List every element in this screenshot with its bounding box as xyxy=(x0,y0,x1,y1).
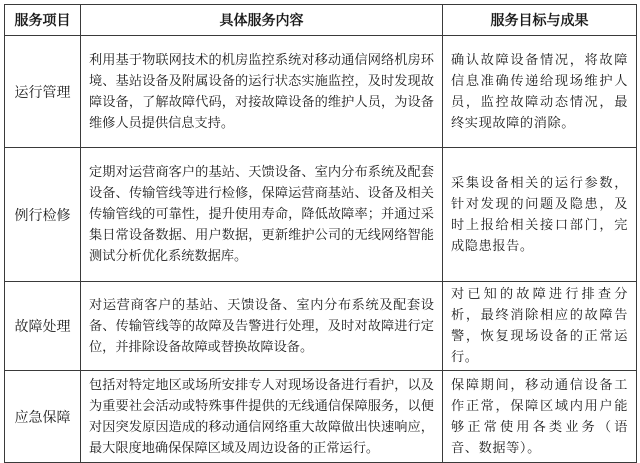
table-header-row xyxy=(5,5,637,36)
row-service-content: 对运营商客户的基站、天馈设备、室内分布系统及配套设备、传输管线等的故障及告警进行处理，及时对故障进行定位，并排除设备故障或替换故障设备。 xyxy=(81,282,443,371)
table-row xyxy=(5,36,637,148)
header-service-goal: 服务目标与成果 xyxy=(443,5,637,36)
row-service-item: 应急保障 xyxy=(5,371,81,463)
table-row xyxy=(5,371,637,463)
table-row xyxy=(5,282,637,371)
row-service-item: 例行检修 xyxy=(5,148,81,282)
service-table xyxy=(4,4,637,463)
row-service-goal: 对已知的故障进行排查分析，最终消除相应的故障告警，恢复现场设备的正常运行。 xyxy=(443,282,637,371)
row-service-goal: 采集设备相关的运行参数，针对发现的问题及隐患，及时上报给相关接口部门，完成隐患报告。 xyxy=(443,148,637,282)
row-service-goal: 确认故障设备情况，将故障信息准确传递给现场维护人员，监控故障动态情况，最终实现故障的消除。 xyxy=(443,36,637,148)
row-service-content: 利用基于物联网技术的机房监控系统对移动通信网络机房环境、基站设备及附属设备的运行状态实施监控，及时发现故障设备，了解故障代码，对接故障设备的维护人员，为设备维修人员提供信息支持。 xyxy=(81,36,443,148)
header-service-item: 服务项目 xyxy=(5,5,81,36)
row-service-item: 故障处理 xyxy=(5,282,81,371)
table-row xyxy=(5,148,637,282)
row-service-content: 包括对特定地区或场所安排专人对现场设备进行看护，以及为重要社会活动或特殊事件提供的无线通信保障服务，以便对因突发原因造成的移动通信网络重大故障做出快速响应，最大限度地确保保障区域及周边设备的正常运行。 xyxy=(81,371,443,463)
row-service-item: 运行管理 xyxy=(5,36,81,148)
row-service-goal: 保障期间，移动通信设备工作正常，保障区域内用户能够正常使用各类业务（语音、数据等）。 xyxy=(443,371,637,463)
header-service-content: 具体服务内容 xyxy=(81,5,443,36)
row-service-content: 定期对运营商客户的基站、天馈设备、室内分布系统及配套设备、传输管线等进行检修，保障运营商基站、设备及相关传输管线的可靠性，提升使用寿命，降低故障率；并通过采集日常设备数据、用户数据，更新维护公司的无线网络智能测试分析优化系统数据库。 xyxy=(81,148,443,282)
